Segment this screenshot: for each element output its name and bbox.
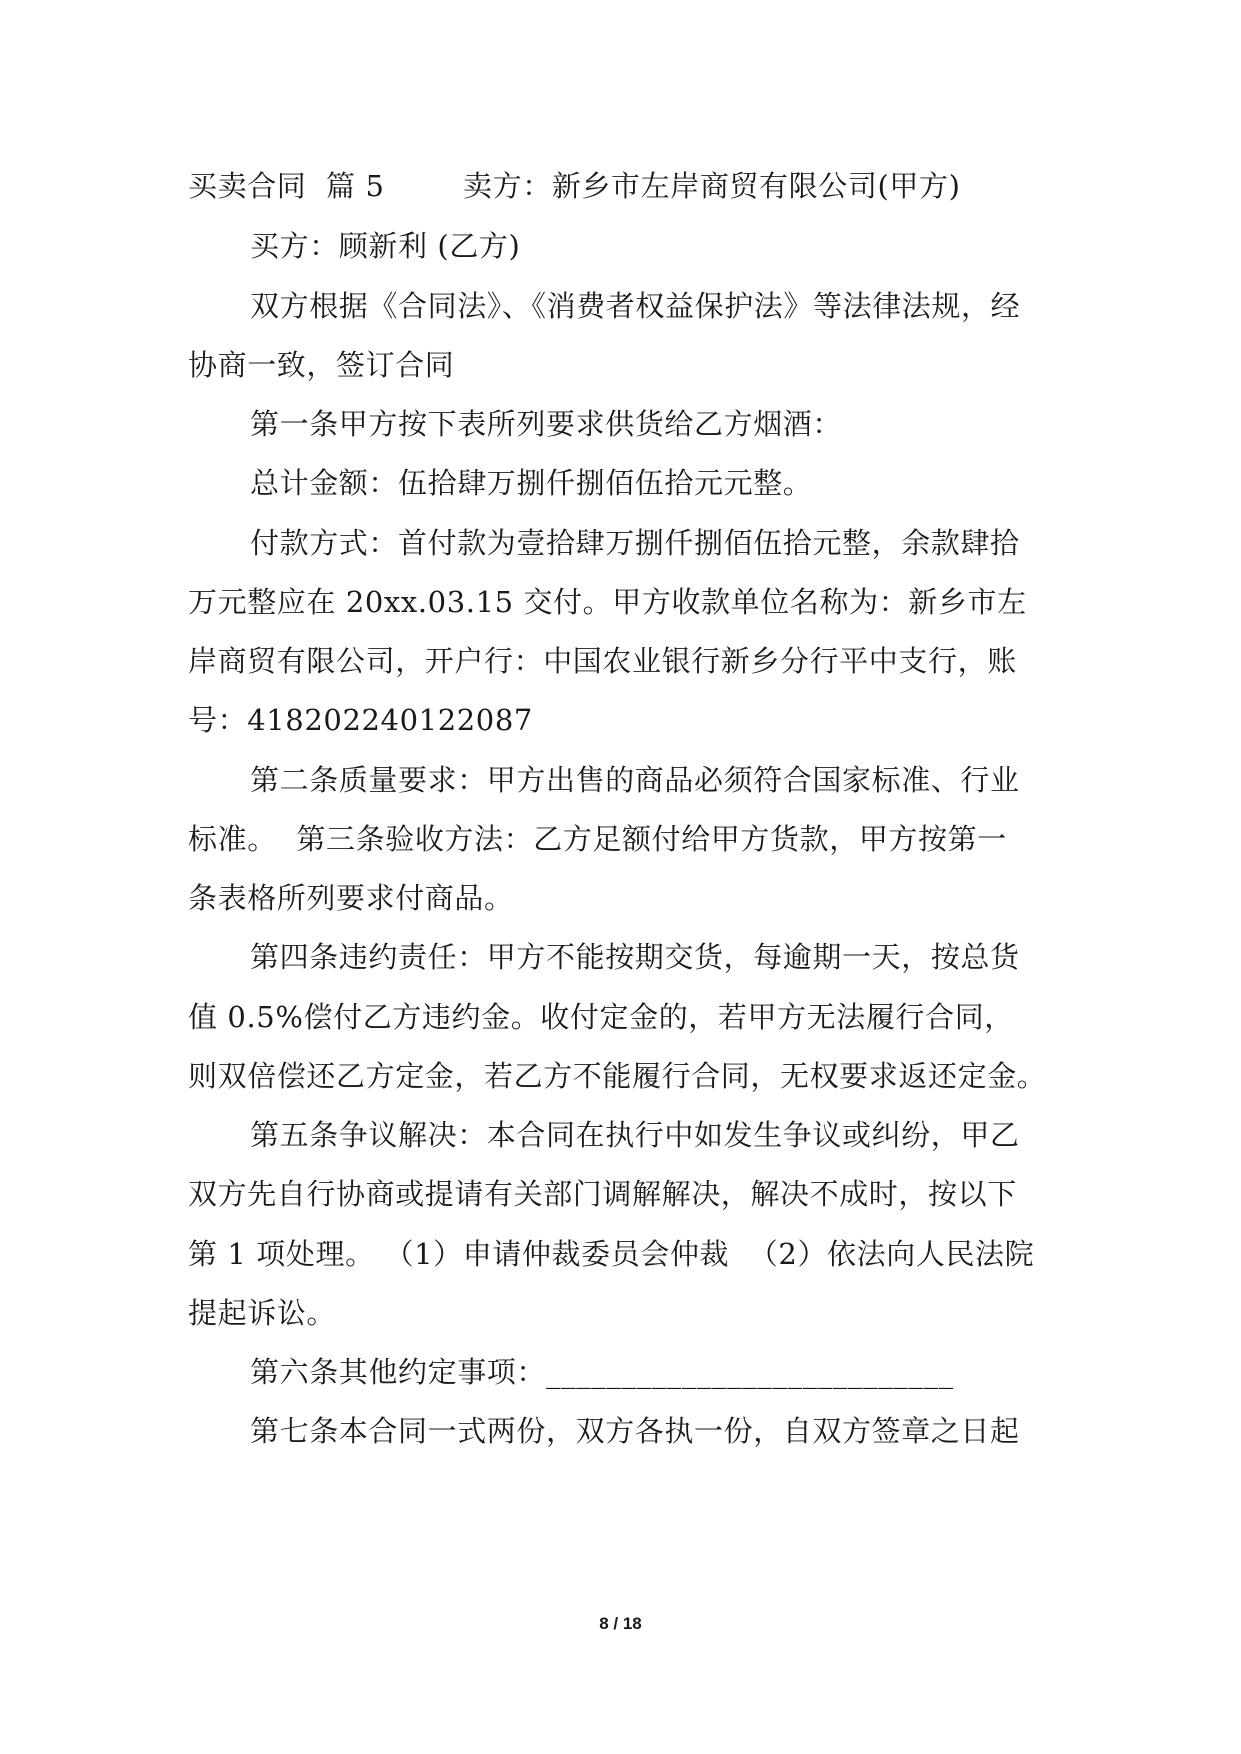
buyer-line: 买方：顾新利 (乙方) — [250, 229, 521, 263]
total-amount-line: 总计金额：伍拾肆万捌仟捌佰伍拾元元整。 — [250, 466, 813, 500]
article-five-line: 双方先自行协商或提请有关部门调解解决，解决不成时，按以下 — [188, 1177, 1017, 1211]
payment-line: 万元整应在 20xx.03.15 交付。甲方收款单位名称为：新乡市左 — [188, 585, 1027, 619]
article-four-line: 值 0.5%偿付乙方违约金。收付定金的，若甲方无法履行合同， — [188, 1000, 1014, 1034]
payment-line: 付款方式：首付款为壹拾肆万捌仟捌佰伍拾元整，余款肆拾 — [250, 526, 1020, 560]
article-five-line: 提起诉讼。 — [188, 1296, 337, 1330]
article-two-line: 第二条质量要求：甲方出售的商品必须符合国家标准、行业 — [250, 763, 1020, 797]
account-number-line: 号：418202240122087 — [188, 703, 533, 737]
article-five-line: 第五条争议解决：本合同在执行中如发生争议或纠纷，甲乙 — [250, 1118, 1020, 1152]
contract-heading-line: 买卖合同 篇 5 卖方：新乡市左岸商贸有限公司(甲方) — [188, 169, 961, 203]
page-number: 8 / 18 — [599, 1614, 642, 1633]
article-three-line: 标准。 第三条验收方法：乙方足额付给甲方货款，甲方按第一 — [188, 822, 1007, 856]
article-one-line: 第一条甲方按下表所列要求供货给乙方烟酒： — [250, 407, 843, 441]
payment-line: 岸商贸有限公司，开户行：中国农业银行新乡分行平中支行，账 — [188, 644, 1017, 678]
article-four-line: 第四条违约责任：甲方不能按期交货，每逾期一天，按总货 — [250, 940, 1020, 974]
article-seven-line: 第七条本合同一式两份，双方各执一份，自双方签章之日起 — [250, 1414, 1020, 1448]
paragraph-line: 双方根据《合同法》、《消费者权益保护法》等法律法规，经 — [250, 289, 1021, 323]
article-six-line: 第六条其他约定事项：___________________________ — [250, 1355, 954, 1389]
article-five-line: 第 1 项处理。 （1）申请仲裁委员会仲裁 （2）依法向人民法院 — [188, 1237, 1035, 1271]
article-three-line: 条表格所列要求付商品。 — [188, 881, 514, 915]
article-four-line: 则双倍偿还乙方定金，若乙方不能履行合同，无权要求返还定金。 — [188, 1059, 1047, 1093]
paragraph-line: 协商一致，签订合同 — [188, 348, 455, 382]
